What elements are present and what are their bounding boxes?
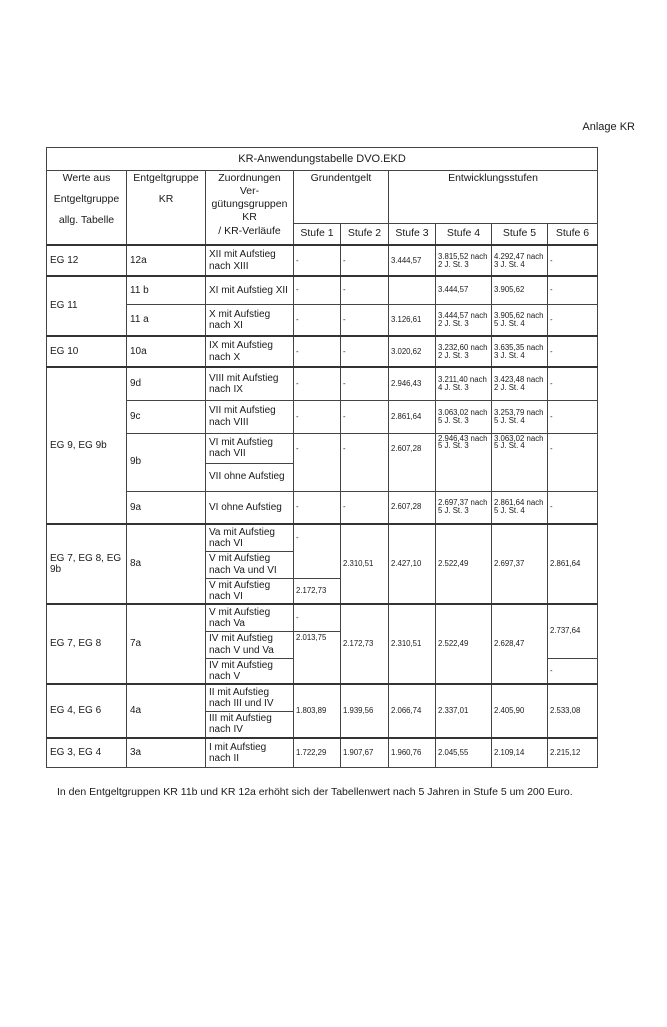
cell-zuordnung: Va mit Aufstieg nach VI [206,524,294,551]
cell-stufe-4: 3.063,02 nach 5 J. St. 3 [436,400,492,433]
annex-label: Anlage KR [582,121,635,133]
cell-stufe-3: 2.427,10 [389,524,436,604]
kr-application-table [46,147,598,768]
cell-stufe-5: 2.109,14 [492,738,548,767]
cell-stufe-4: 2.522,49 [436,604,492,684]
cell-werte: EG 11 [47,276,127,336]
table-title: KR-Anwendungstabelle DVO.EKD [47,148,598,171]
cell-stufe-6: 2.861,64 [548,524,598,604]
cell-kr: 11 b [127,276,206,304]
table-row-eg10 [47,336,598,367]
header-zuordnungen: Zuordnungen Ver- gütungsgruppen KR / KR-Verläufe [206,171,294,246]
cell-stufe-1: - [294,433,341,491]
header-stufe-5: Stufe 5 [492,224,548,246]
cell-zuordnung: XII mit Aufstieg nach XIII [206,245,294,276]
cell-kr: 4a [127,684,206,738]
cell-zuordnung: VI mit Aufstieg nach VII [206,433,294,463]
cell-stufe-6: - [548,367,598,400]
cell-kr: 7a [127,604,206,684]
cell-stufe-5: 2.861,64 nach 5 J. St. 4 [492,491,548,524]
cell-stufe-4: 2.946,43 nach 5 J. St. 3 [436,433,492,491]
cell-stufe-1: - [294,245,341,276]
cell-stufe-1: 1.722,29 [294,738,341,767]
cell-stufe-3: 3.020,62 [389,336,436,367]
table-row-eg9-c [47,400,598,433]
table-row-eg12 [47,245,598,276]
header-entgeltgruppe-kr: Entgeltgruppe KR [127,171,206,246]
cell-werte: EG 3, EG 4 [47,738,127,767]
cell-stufe-6: - [548,336,598,367]
cell-kr: 9c [127,400,206,433]
cell-stufe-1: 2.172,73 [294,578,341,604]
cell-stufe-4: 2.522,49 [436,524,492,604]
cell-stufe-3: 1.960,76 [389,738,436,767]
cell-zuordnung: XI mit Aufstieg XII [206,276,294,304]
cell-stufe-1: 1.803,89 [294,684,341,738]
cell-stufe-3: 2.607,28 [389,433,436,491]
cell-stufe-3: 2.946,43 [389,367,436,400]
cell-stufe-4: 3.815,52 nach 2 J. St. 3 [436,245,492,276]
cell-stufe-6: - [548,658,598,684]
cell-kr: 9a [127,491,206,524]
cell-stufe-5: 2.628,47 [492,604,548,684]
header-stufe-6: Stufe 6 [548,224,598,246]
table-row-eg11-b [47,276,598,304]
cell-stufe-3: 3.444,57 [389,245,436,276]
cell-stufe-6: 2.737,64 [548,604,598,658]
cell-werte: EG 7, EG 8, EG 9b [47,524,127,604]
cell-stufe-6: - [548,276,598,304]
cell-werte: EG 10 [47,336,127,367]
cell-stufe-1: - [294,336,341,367]
cell-zuordnung: III mit Aufstieg nach IV [206,711,294,738]
cell-zuordnung: V mit Aufstieg nach Va [206,604,294,631]
cell-stufe-4: 3.444,57 [436,276,492,304]
cell-kr: 10a [127,336,206,367]
cell-stufe-1: - [294,604,341,631]
cell-zuordnung: VII ohne Aufstieg [206,463,294,491]
cell-stufe-3: 2.861,64 [389,400,436,433]
cell-kr: 11 a [127,304,206,336]
cell-stufe-1: - [294,491,341,524]
table-title-row [47,148,598,171]
cell-stufe-4: 2.337,01 [436,684,492,738]
cell-kr: 12a [127,245,206,276]
cell-zuordnung: IV mit Aufstieg nach V und Va [206,631,294,658]
cell-stufe-6: 2.215,12 [548,738,598,767]
table-row-eg3 [47,738,598,767]
cell-stufe-1: - [294,276,341,304]
cell-stufe-6: - [548,433,598,491]
cell-stufe-3: 2.310,51 [389,604,436,684]
cell-zuordnung: IV mit Aufstieg nach V [206,658,294,684]
cell-stufe-2: - [341,433,389,491]
table-row-eg4-1 [47,684,598,711]
cell-stufe-5: 2.697,37 [492,524,548,604]
cell-stufe-6: - [548,304,598,336]
cell-stufe-5: 2.405,90 [492,684,548,738]
cell-zuordnung: VIII mit Aufstieg nach IX [206,367,294,400]
table-row-eg8a-1 [47,524,598,551]
cell-werte: EG 12 [47,245,127,276]
cell-stufe-1: - [294,524,341,578]
cell-zuordnung: IX mit Aufstieg nach X [206,336,294,367]
table-row-eg9-b [47,433,598,463]
cell-stufe-2: - [341,491,389,524]
header-stufe-3: Stufe 3 [389,224,436,246]
cell-stufe-2: - [341,276,389,304]
cell-stufe-5: 3.635,35 nach 3 J. St. 4 [492,336,548,367]
cell-stufe-2: - [341,400,389,433]
cell-zuordnung: X mit Aufstieg nach XI [206,304,294,336]
cell-stufe-6: - [548,245,598,276]
cell-kr: 9d [127,367,206,400]
cell-stufe-3: 2.066,74 [389,684,436,738]
cell-stufe-4: 3.232,60 nach 2 J. St. 3 [436,336,492,367]
cell-stufe-2: 2.310,51 [341,524,389,604]
table-row-eg9-d [47,367,598,400]
cell-stufe-5: 4.292,47 nach 3 J. St. 4 [492,245,548,276]
cell-zuordnung: VII mit Aufstieg nach VIII [206,400,294,433]
cell-stufe-2: - [341,245,389,276]
cell-stufe-4: 3.444,57 nach 2 J. St. 3 [436,304,492,336]
table-row-eg7a-1 [47,604,598,631]
footnote: In den Entgeltgruppen KR 11b und KR 12a erhöht sich der Tabellenwert nach 5 Jahren in Stufe 5 um 200 Euro. [57,786,573,798]
header-stufe-4: Stufe 4 [436,224,492,246]
cell-werte: EG 7, EG 8 [47,604,127,684]
cell-zuordnung: I mit Aufstieg nach II [206,738,294,767]
cell-stufe-3: 2.607,28 [389,491,436,524]
cell-stufe-6: - [548,400,598,433]
cell-werte: EG 9, EG 9b [47,367,127,524]
cell-stufe-1: 2.013,75 [294,631,341,684]
cell-kr: 9b [127,433,206,491]
cell-kr: 3a [127,738,206,767]
cell-stufe-1: - [294,367,341,400]
cell-zuordnung: V mit Aufstieg nach Va und VI [206,551,294,578]
table-row-eg11-a [47,304,598,336]
cell-stufe-5: 3.063,02 nach 5 J. St. 4 [492,433,548,491]
header-grundentgelt: Grundentgelt [294,171,389,224]
cell-stufe-3: 3.126,61 [389,304,436,336]
cell-stufe-3 [389,276,436,304]
cell-stufe-4: 2.045,55 [436,738,492,767]
cell-stufe-2: - [341,367,389,400]
header-werte: Werte aus Entgeltgruppe allg. Tabelle [47,171,127,246]
table-row-eg9-a [47,491,598,524]
cell-zuordnung: II mit Aufstieg nach III und IV [206,684,294,711]
header-entwicklungsstufen: Entwicklungsstufen [389,171,598,224]
cell-zuordnung: V mit Aufstieg nach VI [206,578,294,604]
cell-stufe-1: - [294,304,341,336]
cell-stufe-5: 3.905,62 [492,276,548,304]
header-stufe-1: Stufe 1 [294,224,341,246]
cell-stufe-5: 3.905,62 nach 5 J. St. 4 [492,304,548,336]
cell-stufe-4: 3.211,40 nach 4 J. St. 3 [436,367,492,400]
cell-werte: EG 4, EG 6 [47,684,127,738]
header-row-1 [47,171,598,224]
header-stufe-2: Stufe 2 [341,224,389,246]
cell-stufe-5: 3.423,48 nach 2 J. St. 4 [492,367,548,400]
cell-zuordnung: VI ohne Aufstieg [206,491,294,524]
cell-stufe-2: 1.939,56 [341,684,389,738]
cell-stufe-2: 1.907,67 [341,738,389,767]
cell-stufe-2: 2.172,73 [341,604,389,684]
cell-stufe-2: - [341,304,389,336]
cell-kr: 8a [127,524,206,604]
cell-stufe-6: - [548,491,598,524]
cell-stufe-2: - [341,336,389,367]
cell-stufe-1: - [294,400,341,433]
cell-stufe-4: 2.697,37 nach 5 J. St. 3 [436,491,492,524]
cell-stufe-5: 3.253,79 nach 5 J. St. 4 [492,400,548,433]
cell-stufe-6: 2.533,08 [548,684,598,738]
